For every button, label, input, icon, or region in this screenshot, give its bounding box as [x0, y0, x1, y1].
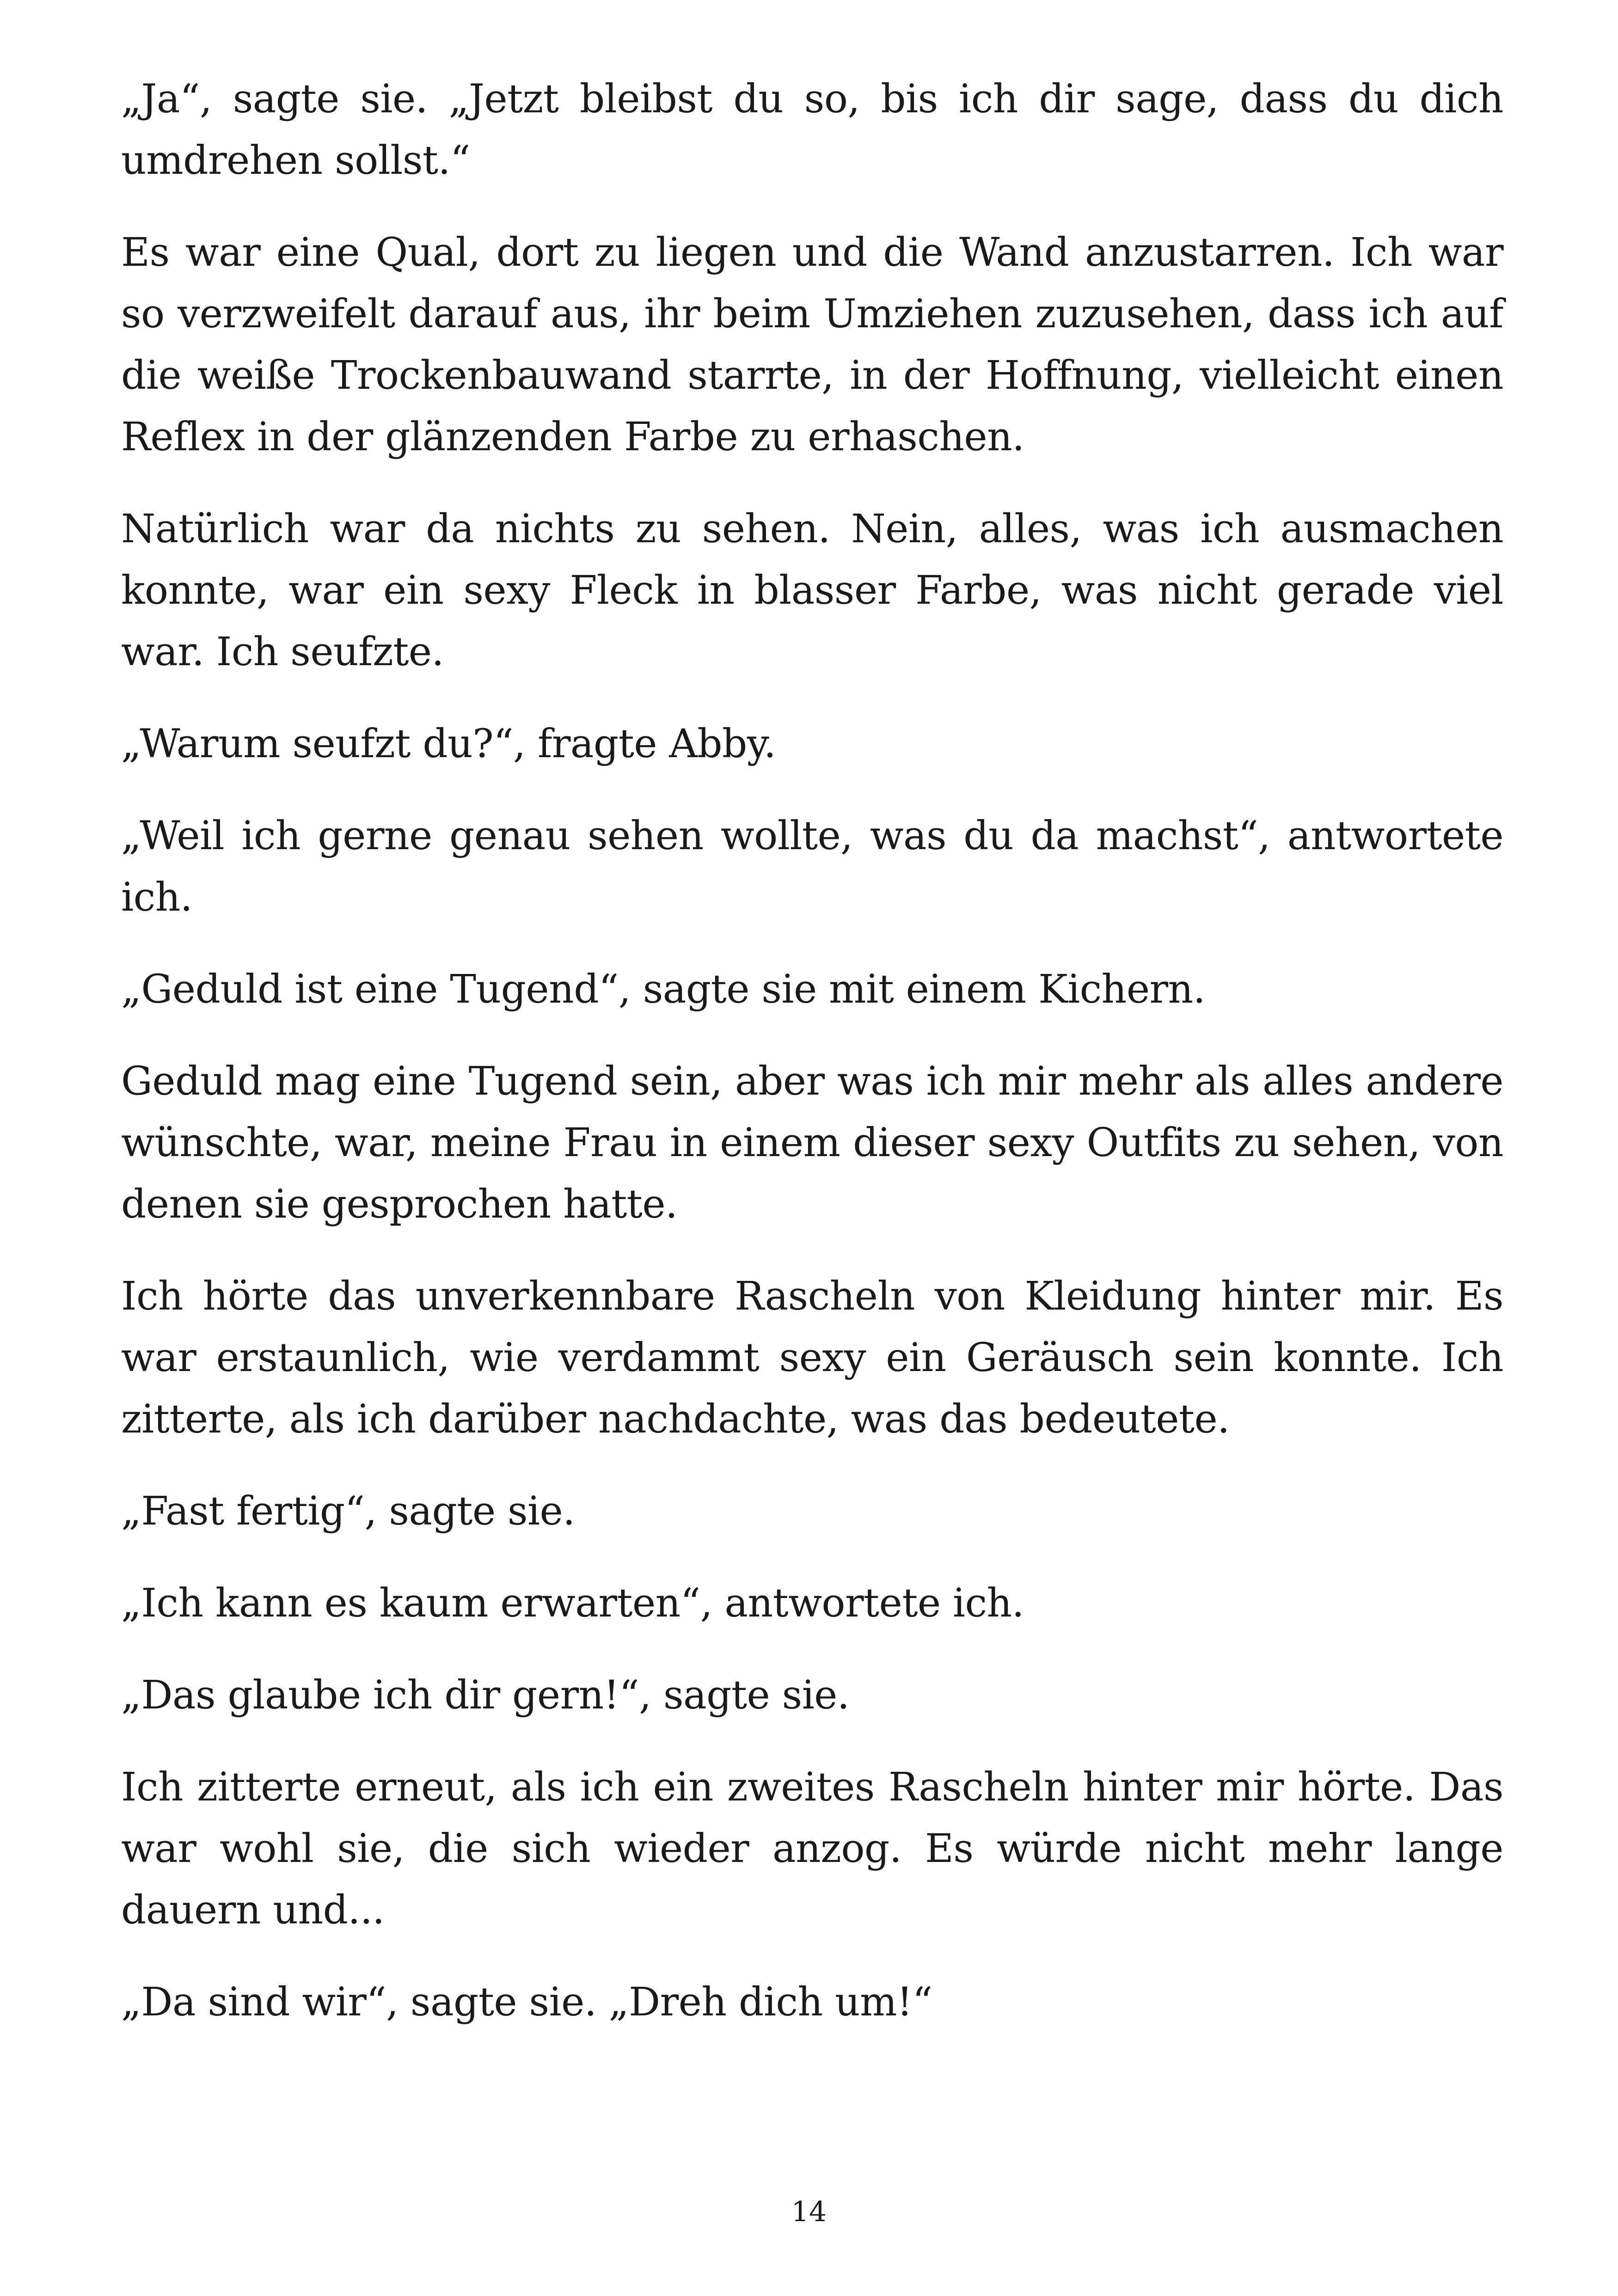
paragraph: Es war eine Qual, dort zu liegen und die Wand anzustarren. Ich war so verzweifelt darauf aus, ihr beim Umziehen zuzusehen, dass ich auf die weiße Trockenbauwand starrte, in der Hoffnung, vielleicht einen Reflex in der glänzenden Farbe zu erhaschen.	[121, 230, 1503, 460]
paragraph: „Da sind wir“, sagte sie. „Dreh dich um!“	[121, 1979, 932, 2025]
paragraph: „Das glaube ich dir gern!“, sagte sie.	[121, 1672, 850, 1718]
paragraph: „Warum seufzt du?“, fragte Abby.	[121, 721, 776, 767]
page-number: 14	[791, 2196, 827, 2228]
paragraph: „Geduld ist eine Tugend“, sagte sie mit einem Kichern.	[121, 967, 1206, 1012]
paragraph: Geduld mag eine Tugend sein, aber was ich mir mehr als alles andere wünschte, war, meine Frau in einem dieser sexy Outfits zu sehen, von denen sie gesprochen hatte.	[121, 1059, 1503, 1227]
paragraph: Ich zitterte erneut, als ich ein zweites Rascheln hinter mir hörte. Das war wohl sie, die sich wieder anzog. Es würde nicht mehr lange dauern und...	[121, 1764, 1503, 1933]
paragraph: Ich hörte das unverkennbare Rascheln von Kleidung hinter mir. Es war erstaunlich, wie verdammt sexy ein Geräusch sein konnte. Ich zitterte, als ich darüber nachdachte, was das bedeutete.	[121, 1274, 1503, 1442]
paragraph: „Fast fertig“, sagte sie.	[121, 1488, 575, 1534]
paragraph: „Ich kann es kaum erwarten“, antwortete ich.	[121, 1580, 1024, 1626]
paragraph: „Ja“, sagte sie. „Jetzt bleibst du so, bis ich dir sage, dass du dich umdrehen sollst.“	[121, 76, 1503, 184]
paragraph: „Weil ich gerne genau sehen wollte, was du da machst“, antwortete ich.	[121, 813, 1503, 920]
paragraph: Natürlich war da nichts zu sehen. Nein, alles, was ich ausmachen konnte, war ein sexy Fleck in blasser Farbe, was nicht gerade viel war. Ich seufzte.	[121, 506, 1503, 675]
body-text	[121, 68, 1503, 2063]
